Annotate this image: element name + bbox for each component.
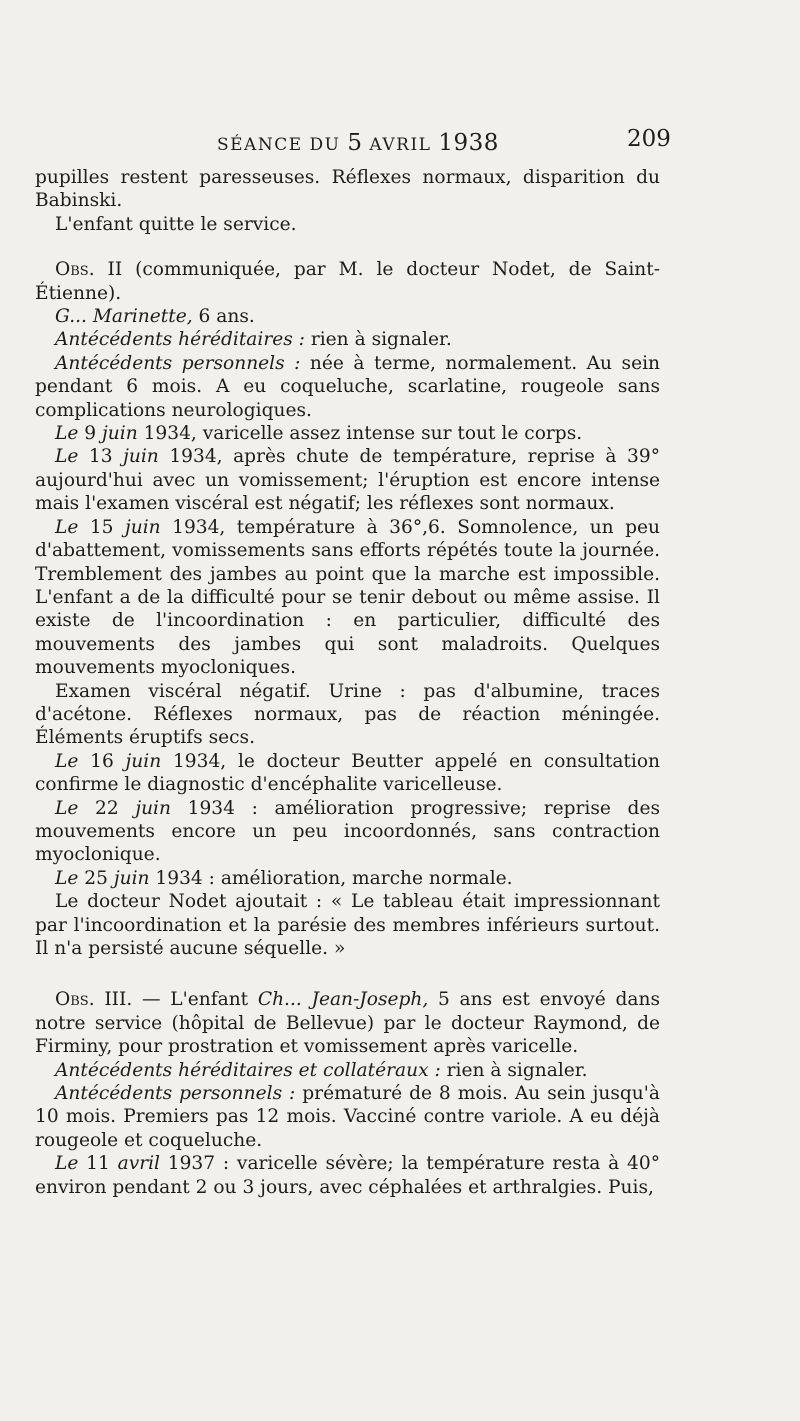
paragraph	[35, 1059, 660, 1082]
paragraph-text: 1934, après chute de température, reprise à 39° aujourd'hui avec un vomissement; l'éruption est encore intense mais l'examen viscéral est négatif; les réflexes sont normaux.	[35, 446, 660, 515]
paragraph	[35, 328, 660, 351]
paragraph	[35, 305, 660, 328]
paragraph-gap	[35, 236, 660, 258]
patient-name: Ch... Jean-Joseph,	[257, 989, 429, 1011]
observation-label: Obs. III.	[55, 989, 133, 1011]
paragraph	[35, 445, 660, 515]
paragraph-text: 1937 : varicelle sévère; la température resta à 40° environ pendant 2 ou 3 jours, avec céphalées et arthralgies. Puis,	[35, 1153, 661, 1198]
paragraph: Examen viscéral négatif. Urine : pas d'albumine, traces d'acétone. Réflexes normaux, pas de réaction méningée. Éléments éruptifs secs.	[35, 680, 660, 749]
date-day: 22	[78, 797, 136, 819]
running-head-part: SÉANCE DU	[217, 135, 348, 155]
paragraph: L'enfant quitte le service.	[55, 213, 297, 235]
date-month: juin	[123, 446, 159, 468]
section-label: Antécédents héréditaires et collatéraux :	[55, 1059, 441, 1081]
paragraph-gap	[35, 960, 660, 988]
paragraph-text: 1934, température à 36°,6. Somnolence, un peu d'abattement, vomissements sans efforts répétés toute la journée. Tremblement des jambes au point que la marche est impossible. L'enfant a de la difficulté pour se tenir debout ou même assise. Il existe de l'incoordination : en particulier, difficulté des mouvements des jambes qui sont maladroits. Quelques mouvements myocloniques.	[35, 516, 660, 679]
date-month: juin	[135, 797, 171, 819]
paragraph	[35, 352, 660, 422]
date-prefix: Le	[55, 867, 79, 889]
paragraph	[35, 1152, 660, 1199]
paragraph-text: (communiquée, par M. le docteur Nodet, de Saint-Étienne).	[35, 259, 660, 304]
date-day: 25	[78, 867, 114, 889]
patient-name: G... Marinette,	[55, 306, 193, 328]
date-day: 15	[78, 516, 125, 538]
date-day: 9	[78, 423, 103, 445]
paragraph	[35, 750, 660, 797]
date-day: 11	[78, 1153, 118, 1175]
body-text	[35, 166, 660, 1199]
paragraph	[35, 988, 660, 1058]
date-month: juin	[125, 750, 162, 772]
section-label: Antécédents personnels :	[55, 1083, 296, 1105]
paragraph: Le docteur Nodet ajoutait : « Le tableau était impressionnant par l'incoordination et la parésie des membres inférieurs surtout. Il n'a persisté aucune séquelle. »	[35, 891, 660, 959]
paragraph-text: — L'enfant	[132, 989, 258, 1011]
page-number: 209	[627, 126, 671, 152]
paragraph-text: 1934, le docteur Beutter appelé en consultation confirme le diagnostic d'encéphalite varicelleuse.	[35, 750, 660, 796]
section-label: Antécédents héréditaires :	[55, 329, 305, 351]
running-head-day: 5	[347, 130, 363, 156]
date-prefix: Le	[55, 446, 79, 468]
date-day: 13	[78, 446, 124, 468]
paragraph	[35, 1082, 660, 1152]
date-prefix: Le	[55, 797, 79, 819]
paragraph	[35, 422, 660, 445]
paragraph-text: 1934 : amélioration progressive; reprise des mouvements encore un peu incoordonnés, sans contraction myoclonique.	[35, 797, 661, 866]
running-head	[217, 130, 499, 156]
paragraph-text: rien à signaler.	[304, 329, 452, 351]
paragraph	[35, 258, 660, 305]
paragraph-text: prématuré de 8 mois. Au sein jusqu'à 10 mois. Premiers pas 12 mois. Vacciné contre variole. A eu déjà rougeole et coqueluche.	[35, 1083, 660, 1151]
date-prefix: Le	[55, 750, 79, 772]
paragraph-text: rien à signaler.	[440, 1059, 588, 1081]
paragraph	[35, 797, 660, 867]
paragraph	[35, 516, 660, 680]
date-prefix: Le	[55, 1153, 79, 1175]
paragraph-text: 1934 : amélioration, marche normale.	[149, 867, 513, 889]
paragraph-text: 1934, varicelle assez intense sur tout le corps.	[137, 423, 583, 445]
paragraph	[35, 867, 660, 890]
observation-label: Obs. II	[55, 259, 123, 281]
date-day: 16	[78, 750, 126, 772]
running-head-part: AVRIL	[362, 135, 439, 155]
date-month: juin	[102, 423, 138, 445]
section-label: Antécédents personnels :	[55, 352, 301, 374]
date-month: juin	[124, 516, 161, 538]
date-month: avril	[117, 1153, 160, 1175]
paragraph-text: 5 ans est envoyé dans notre service (hôpital de Bellevue) par le docteur Raymond, de Firminy, pour prostration et vomissement après varicelle.	[35, 989, 660, 1058]
paragraph-text: 6 ans.	[192, 306, 255, 328]
page-header	[37, 122, 671, 166]
date-month: juin	[113, 867, 150, 889]
date-prefix: Le	[55, 423, 79, 445]
paragraph-text: née à terme, normalement. Au sein pendant 6 mois. A eu coqueluche, scarlatine, rougeole sans complications neurologiques.	[35, 352, 660, 421]
paragraph: pupilles restent paresseuses. Réflexes normaux, disparition du Babinski.	[35, 167, 660, 212]
running-head-year: 1938	[438, 130, 499, 156]
date-prefix: Le	[55, 516, 79, 538]
